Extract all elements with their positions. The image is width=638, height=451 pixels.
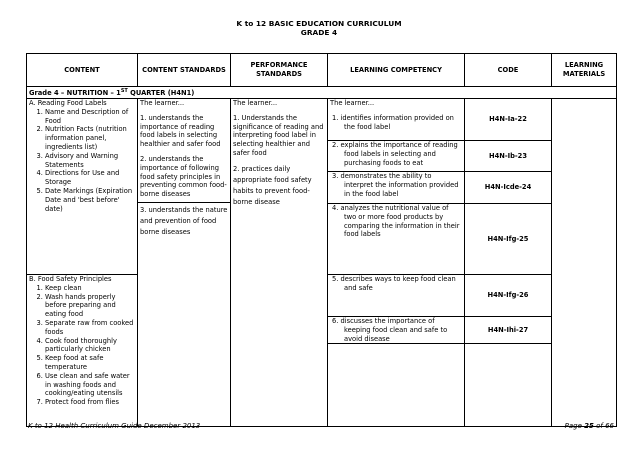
materials-cell bbox=[552, 99, 617, 427]
code-cell: H4N-Ifg-25 bbox=[465, 204, 552, 275]
competency-cell bbox=[328, 204, 465, 275]
list-item: 4. Cook food thoroughly particularly chicken bbox=[45, 337, 135, 355]
standards-intro: The learner... bbox=[140, 99, 185, 108]
competency-cell bbox=[328, 344, 465, 427]
standard-1: 1. understands the importance of reading food labels in selecting healthier and safer food bbox=[140, 113, 221, 149]
grade-row bbox=[27, 87, 617, 99]
competency-cell bbox=[328, 99, 465, 141]
code-cell: H4N-Ia-22 bbox=[465, 99, 552, 141]
competency-cell bbox=[328, 172, 465, 204]
performance-standards-cell bbox=[231, 99, 328, 427]
section-a-list bbox=[29, 108, 135, 214]
list-item: 3. Separate raw from cooked foods bbox=[45, 319, 135, 337]
content-cell-b bbox=[27, 275, 138, 427]
document-subtitle: GRADE 4 bbox=[300, 28, 338, 37]
list-item: 7. Protect food from flies bbox=[45, 398, 135, 407]
list-item: 1. Keep clean bbox=[45, 284, 135, 293]
grade-label: Grade 4 – NUTRITION – 1ST QUARTER (H4N1) bbox=[27, 87, 617, 99]
competency-6: 6. discusses the importance of keeping food clean and safe to avoid disease bbox=[332, 317, 448, 343]
list-item: 4. Directions for Use and Storage bbox=[45, 169, 135, 187]
document-title: K to 12 BASIC EDUCATION CURRICULUM bbox=[236, 19, 402, 28]
standard-3: 3. understands the nature and prevention of food borne diseases bbox=[140, 206, 228, 236]
code-cell: H4N-Ifg-26 bbox=[465, 275, 552, 317]
code-cell bbox=[465, 344, 552, 427]
list-item: 6. Use clean and safe water in washing foods and cooking/eating utensils bbox=[45, 372, 135, 398]
content-cell-a bbox=[27, 99, 138, 275]
standard-2: 2. understands the importance of following food safety principles in preventing common food-borne diseases bbox=[140, 155, 227, 199]
section-b-title: B. Food Safety Principles bbox=[29, 275, 112, 284]
content-standards-cell bbox=[138, 99, 231, 427]
col-performance-standards: PERFORMANCE STANDARDS bbox=[231, 54, 328, 87]
col-code: CODE bbox=[465, 54, 552, 87]
competency-cell bbox=[328, 317, 465, 344]
table-row bbox=[27, 99, 617, 141]
performance-2: 2. practices daily appropriate food safety habits to prevent food-borne disease bbox=[233, 164, 312, 206]
col-learning-competency: LEARNING COMPETENCY bbox=[328, 54, 465, 87]
col-content-standards: CONTENT STANDARDS bbox=[138, 54, 231, 87]
footer-guide-label: K to 12 Health Curriculum Guide December 2013 bbox=[28, 422, 201, 430]
competency-cell bbox=[328, 141, 465, 172]
list-item: 3. Advisory and Warning Statements bbox=[45, 152, 135, 170]
code-cell: H4N-Ib-23 bbox=[465, 141, 552, 172]
list-item: 2. Nutrition Facts (nutrition information panel, ingredients list) bbox=[45, 125, 135, 151]
col-content: CONTENT bbox=[27, 54, 138, 87]
performance-1: 1. Understands the significance of reading and interpreting food label in selecting healthier and safer food bbox=[233, 113, 324, 158]
list-item: 5. Date Markings (Expiration Date and 'best before' date) bbox=[45, 187, 135, 213]
col-learning-materials: LEARNING MATERIALS bbox=[552, 54, 617, 87]
section-b-list bbox=[29, 284, 135, 407]
competency-2: 2. explains the importance of reading food labels in selecting and purchasing foods to eat bbox=[332, 141, 458, 167]
competency-3: 3. demonstrates the ability to interpret the information provided in the food label bbox=[332, 172, 459, 198]
code-cell: H4N-Ihi-27 bbox=[465, 317, 552, 344]
competency-1: 1. identifies information provided on the food label bbox=[332, 113, 454, 131]
header-row bbox=[27, 54, 617, 87]
section-a-title: A. Reading Food Labels bbox=[29, 99, 107, 108]
competency-cell bbox=[328, 275, 465, 317]
list-item: 1. Name and Description of Food bbox=[45, 108, 135, 126]
footer-page-number: Page 25 of 66 bbox=[564, 422, 614, 430]
performance-intro: The learner... bbox=[233, 99, 278, 108]
competency-5: 5. describes ways to keep food clean and safe bbox=[332, 275, 456, 292]
curriculum-table bbox=[26, 53, 617, 427]
competency-intro: The learner... bbox=[330, 99, 375, 108]
competency-4: 4. analyzes the nutritional value of two or more food products by comparing the information in their food labels bbox=[332, 204, 460, 239]
code-cell: H4N-Icde-24 bbox=[465, 172, 552, 204]
list-item: 5. Keep food at safe temperature bbox=[45, 354, 135, 372]
list-item: 2. Wash hands properly before preparing and eating food bbox=[45, 293, 135, 319]
